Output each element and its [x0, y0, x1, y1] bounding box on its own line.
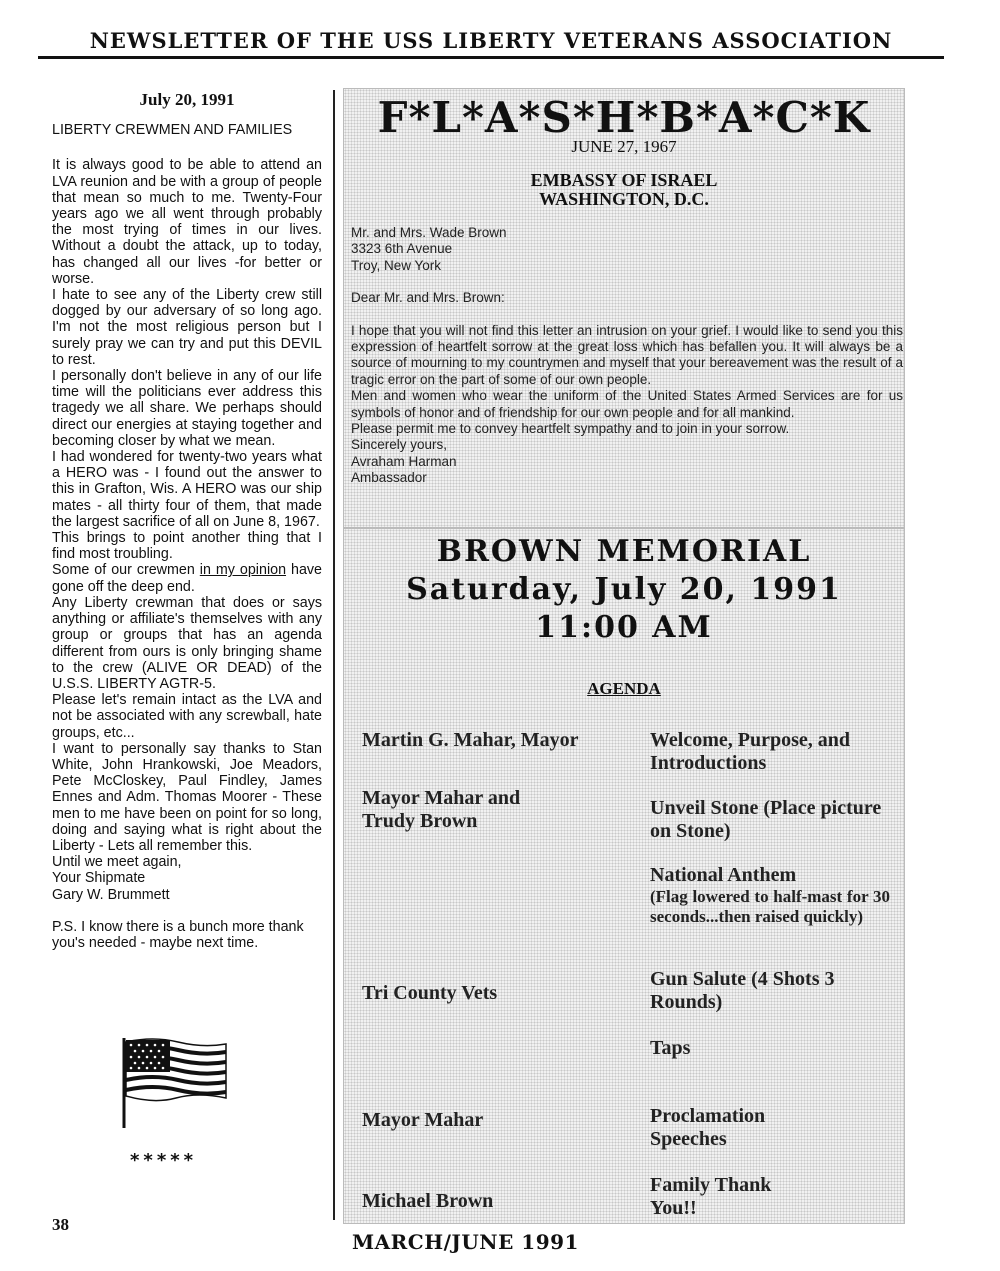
letter-paragraph: I had wondered for twenty-two years what a HERO was - I found out the answer to this in Grafton, Wis. A HERO was our ship mates - all thirty four of them, that made the largest sacrifice of all on June 8, 1967. — [52, 449, 322, 530]
letter-paragraph: I want to personally say thanks to Stan White, John Hrankowski, Joe Meadors, Pete McCloskey, Paul Findley, James Ennes and Adm. Thomas Moorer - These men to me have been on point for so long, doing and saying what is right about the Liberty - Lets all remember this. — [52, 740, 322, 854]
agenda-who: Michael Brown — [362, 1190, 494, 1212]
letter-postscript: P.S. I know there is a bunch more thank you's needed - maybe next time. — [52, 918, 304, 951]
agenda-what: Unveil Stone (Place picture on Stone) — [650, 797, 882, 842]
agenda-what: Taps — [650, 1037, 691, 1059]
letter-body: Men and women who wear the uniform of the United States Armed Services are for us symbols of honor and of friendship for our own people and for all mankind. — [351, 388, 903, 420]
letter-text: have gone off the deep end. — [52, 562, 322, 595]
agenda-note: (Flag lowered to half-mast for 30 seconds...then raised quickly) — [650, 887, 890, 926]
letter-paragraph: It is always good to be able to attend an LVA reunion and be with a group of people that mean so much to me. Twenty-Four years ago we all went through probably the most trying of times in our lives. Without a doubt the attack, up to today, has changed all our lives -for better or worse. — [52, 157, 322, 287]
memorial-date: Saturday, July 20, 1991 — [406, 572, 842, 607]
agenda-who: Mayor Mahar and Trudy Brown — [362, 787, 521, 832]
memorial-box — [343, 528, 905, 1224]
letter-paragraph: I personally don't believe in any of our life time will the politicians ever address this tragedy we all share. We perhaps should direct our energies at staying together and becoming closer by what we mean. — [52, 368, 322, 449]
signer-name: Avraham Harman — [351, 453, 457, 469]
address-line: Mr. and Mrs. Wade Brown — [351, 225, 507, 240]
agenda-what: Family Thank You!! — [650, 1174, 772, 1219]
agenda-label: AGENDA — [587, 679, 661, 698]
masthead-rule — [38, 56, 944, 59]
masthead: NEWSLETTER OF THE USS LIBERTY VETERANS ASSOCIATION — [89, 28, 893, 53]
stars-ornament: ***** — [130, 1150, 198, 1171]
sender-line: EMBASSY OF ISRAEL — [530, 170, 718, 190]
underlined-phrase: in my opinion — [199, 562, 287, 579]
agenda-who: Mayor Mahar — [362, 1109, 484, 1131]
signer-title: Ambassador — [351, 470, 427, 486]
address-line: 3323 6th Avenue — [351, 241, 453, 257]
flashback-date: JUNE 27, 1967 — [571, 137, 677, 156]
agenda-who: Martin G. Mahar, Mayor — [362, 729, 579, 751]
letter-text: Some of our crewmen — [52, 562, 200, 579]
letter-paragraph: Please let's remain intact as the LVA and not be associated with any screwball, hate groups, etc... — [52, 692, 322, 741]
letter-paragraph: This brings to point another thing that I find most troubling. — [52, 530, 322, 563]
address-line: Troy, New York — [351, 257, 442, 273]
agenda-what: Gun Salute (4 Shots 3 Rounds) — [650, 968, 835, 1013]
flashback-title: F*L*A*S*H*B*A*C*K — [377, 93, 871, 142]
agenda-item — [650, 864, 890, 927]
column-divider — [333, 90, 335, 1220]
embassy-letter — [351, 225, 903, 487]
agenda-what: Proclamation Speeches — [650, 1105, 766, 1150]
agenda-what: National Anthem — [650, 864, 797, 886]
letter-paragraph — [52, 562, 322, 594]
letter-closing: Sincerely yours, — [351, 437, 448, 453]
letter-paragraph: I hate to see any of the Liberty crew still dogged by our adversary of so long ago. I'm not the most religious person but I surely pray we can try and put this DEVIL to rest. — [52, 287, 322, 368]
letter-signature: Gary W. Brummett — [52, 886, 170, 903]
letter-body: I hope that you will not find this letter an intrusion on your grief. I would like to send you this expression of heartfelt sorrow at the great loss which has befallen you. It will always be a source of mourning to my countrymen and myself that your bereavement was the result of a tragic error on the part of some of our own people. — [351, 322, 903, 387]
agenda-what: Welcome, Purpose, and Introductions — [650, 729, 850, 774]
memorial-title: BROWN MEMORIAL — [436, 534, 812, 569]
letter-paragraph: Any Liberty crewman that does or says anything or affiliate's themselves with any group or groups that has an agenda different from ours is only bringing shame to the crew (ALIVE OR DEAD) of the U.S.S. LIBERTY AGTR-5. — [52, 594, 322, 692]
memorial-time: 11:00 AM — [535, 610, 713, 645]
letter-closing: Until we meet again, — [52, 854, 182, 871]
memorial-heading — [344, 533, 904, 647]
issue-footer: MARCH/JUNE 1991 — [352, 1230, 579, 1254]
agenda-who: Tri County Vets — [362, 982, 498, 1004]
letter-greeting: Dear Mr. and Mrs. Brown: — [351, 290, 505, 306]
letter-body: Please permit me to convey heartfelt sympathy and to join in your sorrow. — [351, 421, 790, 437]
flashback-sender — [344, 171, 904, 209]
sender-line: WASHINGTON, D.C. — [539, 189, 709, 209]
letter-salutation: LIBERTY CREWMEN AND FAMILIES — [52, 122, 293, 139]
flashback-box — [343, 88, 905, 528]
page-number: 38 — [52, 1215, 69, 1234]
american-flag-icon — [118, 1036, 228, 1128]
letter-closing: Your Shipmate — [52, 870, 146, 887]
letter-column — [52, 92, 322, 951]
letter-date: July 20, 1991 — [139, 90, 235, 109]
